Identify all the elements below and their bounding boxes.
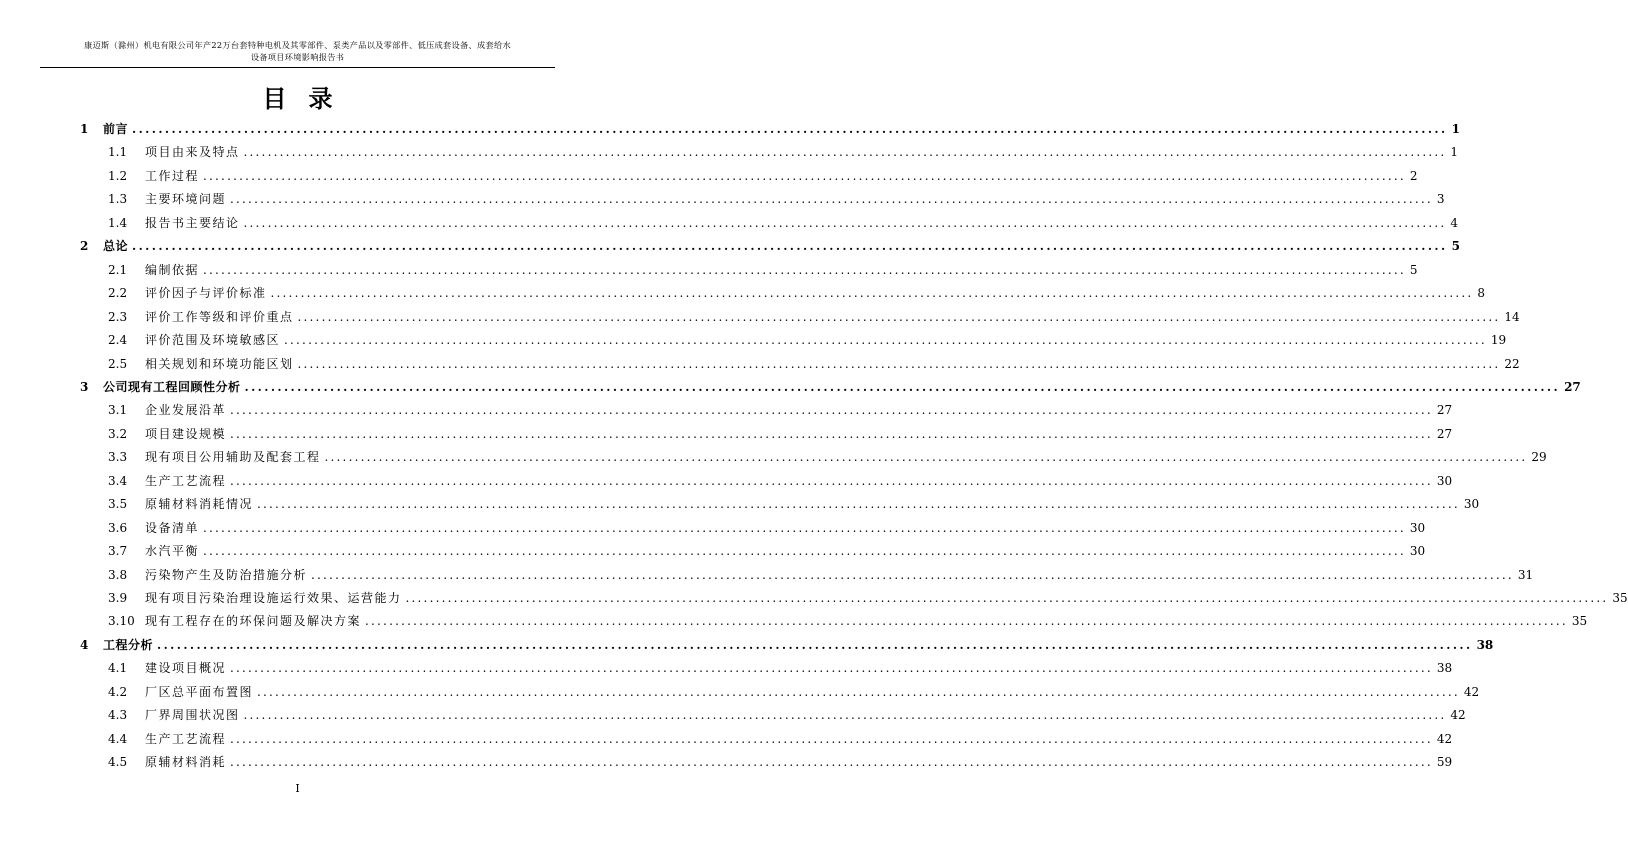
toc-entry-title: 厂界周围状况图 — [145, 708, 240, 723]
toc-entry-page: 8 — [1477, 286, 1486, 301]
toc-section-entry[interactable] — [108, 473, 1453, 489]
toc-entry-title: 评价工作等级和评价重点 — [145, 309, 294, 324]
toc-entry-number: 4.1 — [108, 661, 128, 676]
toc-section-entry[interactable] — [108, 356, 1520, 372]
toc-section-entry[interactable] — [108, 168, 1418, 184]
toc-entry-title: 报告书主要结论 — [145, 215, 240, 230]
toc-entry-number: 3.7 — [108, 544, 128, 559]
toc-entry-page: 38 — [1476, 637, 1494, 652]
toc-section-entry[interactable] — [108, 309, 1520, 325]
toc-section-entry[interactable] — [108, 660, 1453, 676]
toc-entry-page: 35 — [1612, 591, 1628, 605]
toc-section-entry[interactable] — [108, 520, 1426, 536]
toc-entry-page: 30 — [1409, 520, 1426, 535]
toc-dot-leader: ........................................................................................................................................................................................................ — [243, 708, 1447, 723]
toc-chapter-entry[interactable] — [80, 637, 1494, 653]
toc-entry-title: 水汽平衡 — [145, 544, 200, 559]
toc-section-entry[interactable] — [108, 191, 1445, 207]
toc-entry-title: 企业发展沿革 — [145, 403, 227, 418]
toc-entry-number: 3.9 — [108, 591, 128, 605]
toc-section-entry[interactable] — [108, 731, 1453, 747]
toc-entry-number: 3.6 — [108, 520, 128, 535]
toc-entry-page: 29 — [1531, 450, 1547, 465]
toc-entry-title: 项目建设规模 — [145, 426, 227, 441]
toc-entry-title: 现有项目公用辅助及配套工程 — [145, 450, 321, 465]
toc-section-entry[interactable] — [108, 590, 1628, 606]
toc-title: 目录 — [262, 85, 355, 113]
running-header-line-2: 设备项目环境影响报告书 — [250, 52, 345, 62]
toc-entry-title: 评价范围及环境敏感区 — [145, 333, 281, 348]
toc-section-entry[interactable] — [108, 567, 1534, 583]
toc-entry-page: 30 — [1463, 497, 1480, 512]
toc-entry-page: 27 — [1436, 426, 1453, 441]
toc-entry-page: 42 — [1450, 708, 1466, 723]
toc-entry-title: 设备清单 — [145, 520, 200, 535]
toc-entry-title: 评价因子与评价标准 — [145, 286, 267, 301]
toc-entry-page: 31 — [1517, 567, 1534, 582]
toc-dot-leader: ........................................................................................................................................................................................................ — [230, 755, 1433, 770]
toc-entry-title: 工作过程 — [145, 168, 200, 183]
toc-entry-number: 3.2 — [108, 426, 128, 441]
toc-dot-leader: ........................................................................................................................................................................................................ — [244, 379, 1561, 394]
toc-section-entry[interactable] — [108, 754, 1453, 770]
toc-dot-leader: ........................................................................................................................................................................................................ — [243, 145, 1447, 160]
toc-entry-title: 工程分析 — [103, 637, 154, 652]
toc-entry-title: 主要环境问题 — [145, 192, 227, 207]
toc-entry-number: 2.1 — [108, 262, 128, 277]
toc-dot-leader: ........................................................................................................................................................................................................ — [230, 403, 1433, 418]
toc-entry-page: 1 — [1451, 122, 1460, 136]
toc-section-entry[interactable] — [108, 543, 1426, 559]
toc-dot-leader: ........................................................................................................................................................................................................ — [230, 426, 1433, 441]
toc-entry-number: 3.1 — [108, 403, 128, 418]
toc-entry-number: 2.4 — [108, 333, 128, 348]
toc-dot-leader: ........................................................................................................................................................................................................ — [257, 684, 1460, 699]
toc-dot-leader: ........................................................................................................................................................................................................ — [257, 497, 1460, 512]
toc-entry-number: 3.8 — [108, 567, 128, 582]
toc-entry-number: 1 — [80, 122, 89, 136]
toc-dot-leader: ........................................................................................................................................................................................................ — [230, 473, 1433, 488]
toc-entry-page: 5 — [1451, 239, 1460, 254]
toc-dot-leader: ........................................................................................................................................................................................................ — [311, 567, 1514, 582]
toc-dot-leader: ........................................................................................................................................................................................................ — [230, 731, 1433, 746]
toc-dot-leader: ........................................................................................................................................................................................................ — [230, 661, 1433, 676]
toc-entry-title: 相关规划和环境功能区划 — [145, 356, 294, 371]
toc-entry-number: 1.3 — [108, 192, 128, 207]
toc-entry-page: 30 — [1436, 473, 1453, 488]
toc-entry-number: 1.2 — [108, 168, 128, 183]
toc-entry-title: 原辅材料消耗 — [145, 755, 227, 770]
toc-entry-number: 4.2 — [108, 684, 128, 699]
toc-chapter-entry[interactable] — [80, 238, 1460, 254]
toc-section-entry[interactable] — [108, 613, 1588, 629]
toc-entry-number: 3.10 — [108, 614, 135, 629]
toc-section-entry[interactable] — [108, 285, 1486, 301]
toc-entry-title: 原辅材料消耗情况 — [145, 497, 254, 512]
toc-dot-leader: ........................................................................................................................................................................................................ — [203, 168, 1406, 183]
toc-entry-page: 42 — [1436, 731, 1453, 746]
toc-dot-leader: ........................................................................................................................................................................................................ — [230, 192, 1433, 207]
toc-section-entry[interactable] — [108, 707, 1466, 723]
toc-entry-number: 3.5 — [108, 497, 128, 512]
toc-section-entry[interactable] — [108, 215, 1459, 231]
toc-dot-leader: ........................................................................................................................................................................................................ — [365, 614, 1568, 629]
toc-dot-leader: ........................................................................................................................................................................................................ — [297, 356, 1501, 371]
toc-section-entry[interactable] — [108, 496, 1480, 512]
running-header-line-1: 康迈斯（滁州）机电有限公司年产22万台套特种电机及其零部件、泵类产品以及零部件、低压成套设备、成套给水 — [84, 40, 511, 50]
toc-chapter-entry[interactable] — [80, 379, 1581, 395]
toc-entry-number: 2.2 — [108, 286, 128, 301]
toc-entry-title: 总论 — [103, 239, 129, 254]
toc-entry-number: 2 — [80, 239, 89, 254]
toc-entry-page: 35 — [1571, 614, 1588, 629]
toc-chapter-entry[interactable] — [80, 121, 1460, 137]
toc-entry-page: 2 — [1409, 168, 1418, 183]
toc-entry-title: 现有工程存在的环保问题及解决方案 — [145, 614, 362, 629]
toc-entry-title: 污染物产生及防治措施分析 — [145, 567, 308, 582]
toc-entry-number: 4 — [80, 637, 89, 652]
toc-entry-title: 编制依据 — [145, 262, 200, 277]
toc-dot-leader: ........................................................................................................................................................................................................ — [270, 286, 1474, 301]
toc-entry-number: 1.1 — [108, 145, 128, 160]
page-number: I — [295, 782, 300, 795]
toc-section-entry[interactable] — [108, 402, 1453, 418]
toc-entry-number: 2.3 — [108, 309, 128, 324]
toc-entry-page: 3 — [1436, 192, 1445, 207]
toc-section-entry[interactable] — [108, 449, 1547, 465]
toc-entry-title: 生产工艺流程 — [145, 731, 227, 746]
toc-entry-title: 建设项目概况 — [145, 661, 227, 676]
toc-entry-page: 59 — [1436, 755, 1453, 770]
toc-dot-leader: ........................................................................................................................................................................................................ — [203, 520, 1406, 535]
toc-dot-leader: ........................................................................................................................................................................................................ — [203, 262, 1406, 277]
toc-entry-title: 现有项目污染治理设施运行效果、运营能力 — [145, 591, 402, 605]
toc-entry-title: 前言 — [103, 122, 129, 136]
toc-entry-page: 19 — [1490, 333, 1507, 348]
toc-entry-number: 1.4 — [108, 215, 128, 230]
toc-entry-page: 27 — [1436, 403, 1453, 418]
toc-dot-leader: ........................................................................................................................................................................................................ — [132, 122, 1448, 136]
toc-entry-page: 42 — [1463, 684, 1480, 699]
toc-dot-leader: ........................................................................................................................................................................................................ — [405, 591, 1609, 605]
toc-dot-leader: ........................................................................................................................................................................................................ — [243, 215, 1447, 230]
toc-section-entry[interactable] — [108, 144, 1459, 160]
toc-section-entry[interactable] — [108, 262, 1418, 278]
toc-entry-page: 30 — [1409, 544, 1426, 559]
toc-entry-number: 3 — [80, 379, 89, 394]
toc-dot-leader: ........................................................................................................................................................................................................ — [324, 450, 1528, 465]
toc-entry-title: 厂区总平面布置图 — [145, 684, 254, 699]
toc-entry-page: 5 — [1409, 262, 1418, 277]
toc-dot-leader: ........................................................................................................................................................................................................ — [157, 637, 1473, 652]
toc-entry-page: 38 — [1436, 661, 1453, 676]
toc-entry-number: 4.4 — [108, 731, 128, 746]
toc-entry-page: 22 — [1504, 356, 1520, 371]
toc-entry-title: 项目由来及特点 — [145, 145, 240, 160]
toc-entry-page: 4 — [1450, 215, 1459, 230]
toc-dot-leader: ........................................................................................................................................................................................................ — [203, 544, 1406, 559]
toc-dot-leader: ........................................................................................................................................................................................................ — [297, 309, 1501, 324]
toc-entry-number: 3.4 — [108, 473, 128, 488]
toc-entry-page: 27 — [1564, 379, 1581, 394]
toc-dot-leader: ........................................................................................................................................................................................................ — [284, 333, 1487, 348]
toc-section-entry[interactable] — [108, 332, 1507, 348]
toc-entry-number: 3.3 — [108, 450, 128, 465]
toc-dot-leader: ........................................................................................................................................................................................................ — [132, 239, 1448, 254]
toc-entry-page: 14 — [1504, 309, 1520, 324]
toc-entry-page: 1 — [1450, 145, 1459, 160]
toc-entry-number: 2.5 — [108, 356, 128, 371]
toc-entry-number: 4.3 — [108, 708, 128, 723]
toc-entry-number: 4.5 — [108, 755, 128, 770]
toc-entry-title: 公司现有工程回顾性分析 — [103, 379, 241, 394]
toc-section-entry[interactable] — [108, 426, 1453, 442]
toc-entry-title: 生产工艺流程 — [145, 473, 227, 488]
toc-section-entry[interactable] — [108, 684, 1480, 700]
